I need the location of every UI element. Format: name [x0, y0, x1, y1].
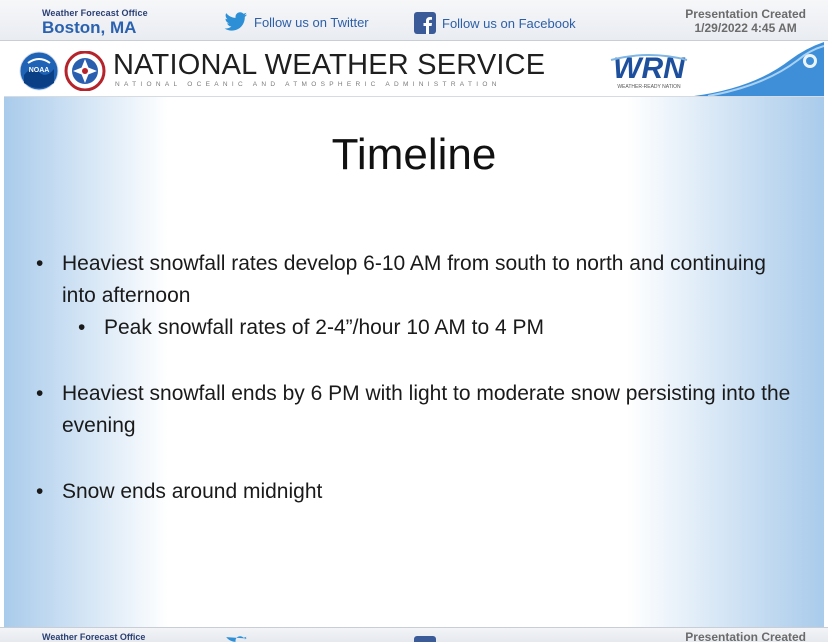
- twitter-link[interactable]: [224, 12, 369, 32]
- bullet-item: [36, 476, 796, 508]
- sub-bullet-item: [36, 312, 796, 344]
- bullet-item: [36, 378, 796, 442]
- noaa-logo-icon: [18, 51, 60, 91]
- wrn-logo-icon: [599, 52, 699, 92]
- header-swoosh-icon: [694, 42, 824, 96]
- footer-presentation-label: Presentation Created: [685, 630, 806, 642]
- presentation-created: [685, 7, 806, 35]
- nws-logo-icon: [64, 51, 106, 91]
- bottom-info-bar: [0, 627, 828, 642]
- slide-title: Timeline: [331, 130, 497, 179]
- banner-title: NATIONAL WEATHER SERVICE: [113, 49, 546, 81]
- top-info-bar: [0, 0, 828, 41]
- twitter-bird-icon[interactable]: [224, 636, 248, 642]
- bullet-dot-icon: •: [36, 252, 44, 275]
- nws-banner: [4, 42, 824, 97]
- presentation-date: 1/29/2022 4:45 AM: [694, 21, 797, 35]
- slide: [4, 42, 824, 627]
- office-block: [42, 8, 148, 36]
- banner-subtitle: NATIONAL OCEANIC AND ATMOSPHERIC ADMINISTRATION: [115, 81, 501, 88]
- facebook-link[interactable]: [414, 12, 576, 34]
- wrn-logo-text: WRN: [613, 52, 685, 85]
- sub-bullet-text: Peak snowfall rates of 2-4”/hour 10 AM to 4 PM: [104, 316, 545, 339]
- bullet-list: [36, 248, 796, 508]
- noaa-logo-text: NOAA: [28, 67, 50, 74]
- wrn-logo-sub: WEATHER-READY NATION: [617, 84, 681, 90]
- bullet-item: [36, 248, 796, 312]
- bullet-dot-icon: •: [78, 316, 86, 339]
- bullet-text: Heaviest snowfall rates develop 6-10 AM from south to north and continuing into afternoon: [62, 252, 766, 307]
- bullet-dot-icon: •: [36, 382, 44, 405]
- facebook-link-text: Follow us on Facebook: [442, 15, 576, 31]
- facebook-f-icon[interactable]: [414, 636, 436, 642]
- bullet-text: Snow ends around midnight: [62, 480, 323, 503]
- presentation-label: Presentation Created: [685, 7, 806, 21]
- office-name[interactable]: Boston, MA: [42, 18, 137, 37]
- twitter-bird-icon: [224, 12, 248, 32]
- twitter-link-text: Follow us on Twitter: [254, 14, 369, 30]
- footer-office-label: Weather Forecast Office: [42, 632, 146, 642]
- bullet-dot-icon: •: [36, 480, 44, 503]
- bullet-text: Heaviest snowfall ends by 6 PM with light to moderate snow persisting into the evening: [62, 382, 791, 437]
- office-label: Weather Forecast Office: [42, 8, 148, 18]
- facebook-f-icon: [414, 12, 436, 34]
